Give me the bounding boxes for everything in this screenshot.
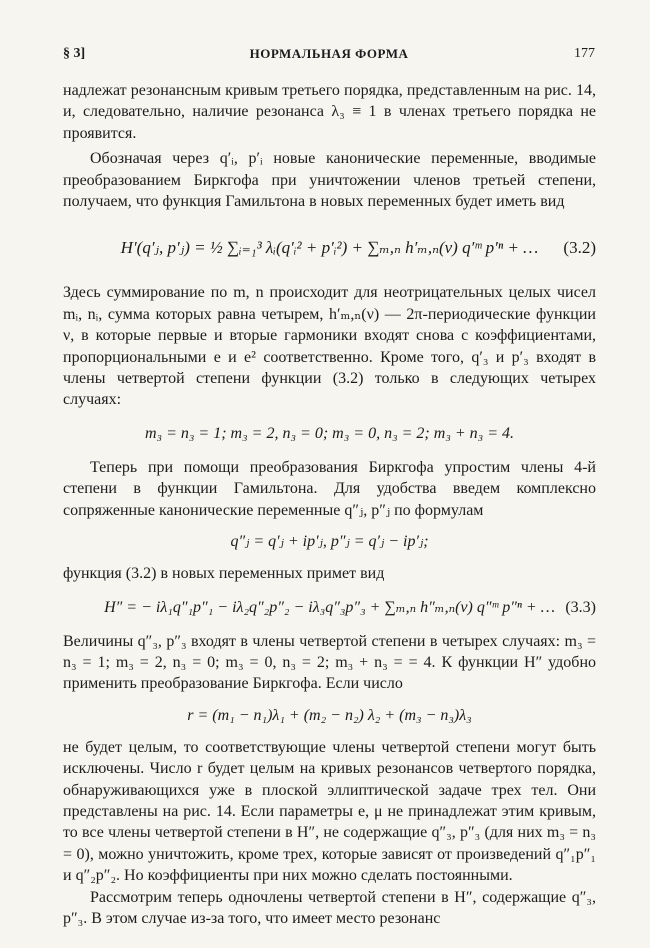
paragraph-8: Рассмотрим теперь одночлены четвертой степени в H″, содержащие q″₃, p″₃. В этом случае из-за того, что имеет место резонанс	[63, 888, 596, 927]
equation-3-3	[63, 591, 596, 625]
paragraph-2: Обозначая через q′ᵢ, p′ᵢ новые канонические переменные, вводимые преобразованием Биркгофа при уничтожении членов третьей степени, получаем, что функция Гамильтона в новых переменных будет иметь вид	[63, 150, 596, 211]
section-marker: § 3]	[63, 46, 86, 61]
equation-3-2-expression: H′(q′ⱼ, p′ⱼ) = ½ ∑ᵢ₌₁³ λᵢ(q′ᵢ² + p′ᵢ²) + ∑ₘ,ₙ h′ₘ,ₙ(ν) q′ᵐ p′ⁿ + …	[120, 237, 539, 257]
equation-r-definition-expression: r = (m₁ − n₁)λ₁ + (m₂ − n₂) λ₂ + (m₃ − n₃)λ₃	[187, 707, 472, 725]
paragraph-7: не будет целым, то соответствующие члены четвертой степени могут быть исключены. Число r будет целым на кривых резонансов четвертого порядка, обнаруживающихся уже в плоской эллиптической задаче трех тел. Они представлены на рис. 14. Если параметры e, μ не принадлежат этим кривым, то все члены четвертой степени в H″, не содержащие q″₃, p″₃ (для них m₃ = n₃ = 0), можно уничтожить, кроме трех, которые зависят от произведений q″₁p″₁ и q″₂p″₂. Но коэффициенты при них можно сделать постоянными.	[63, 738, 596, 885]
equation-substitution-expression: q″ⱼ = q′ⱼ + ip′ⱼ, p″ⱼ = q′ⱼ − ip′ⱼ;	[230, 533, 429, 551]
equation-3-3-expression: H″ = − iλ₁q″₁p″₁ − iλ₂q″₂p″₂ − iλ₃q″₃p″₃ + ∑ₘ,ₙ h″ₘ,ₙ(ν) q″ᵐ p″ⁿ + …	[104, 598, 555, 616]
paragraph-5: функция (3.2) в новых переменных примет вид	[63, 565, 385, 583]
paragraph-1: надлежат резонансным кривым третьего порядка, представленным на рис. 14, и, следовательно, наличие резонанса λ₃ ≡ 1 в членах третьего порядка не проявится.	[63, 82, 596, 142]
paragraph-4: Теперь при помощи преобразования Биркгофа упростим члены 4-й степени в функции Гамильтона. Для удобства введем комплексно сопряженные канонические переменные q″ⱼ, p″ⱼ по формулам	[63, 458, 596, 519]
equation-cases	[63, 417, 596, 451]
page-body	[63, 80, 596, 929]
equation-3-2	[63, 218, 596, 276]
equation-substitution	[63, 527, 596, 557]
paragraph-6: Величины q″₃, p″₃ входят в члены четвертой степени в четырех случаях: m₃ = n₃ = 1; m₃ = 2, n₃ = 0; m₃ = 0, n₃ = 2; m₃ + n₃ = = 4. К функции H″ удобно применить преобразование Биркгофа. Если число	[63, 632, 596, 693]
paragraph-3: Здесь суммирование по m, n происходит для неотрицательных целых чисел mᵢ, nᵢ, сумма которых равна четырем, h′ₘ,ₙ(ν) — 2π-периодические функции ν, в которые первые и вторые гармоники входят снова с коэффициентами, пропорциональными e и e² соответственно. Кроме того, q′₃ и p′₃ входят в члены четвертой степени функции (3.2) только в следующих четырех случаях:	[63, 284, 596, 409]
page-header	[63, 46, 595, 66]
equation-3-3-number: (3.3)	[565, 598, 596, 616]
equation-3-2-number: (3.2)	[563, 237, 596, 257]
equation-r-definition	[63, 701, 596, 731]
running-title: НОРМАЛЬНАЯ ФОРМА	[249, 46, 409, 61]
equation-cases-expression: m₃ = n₃ = 1; m₃ = 2, n₃ = 0; m₃ = 0, n₃ = 2; m₃ + n₃ = 4.	[144, 425, 515, 443]
page-number: 177	[574, 46, 595, 61]
